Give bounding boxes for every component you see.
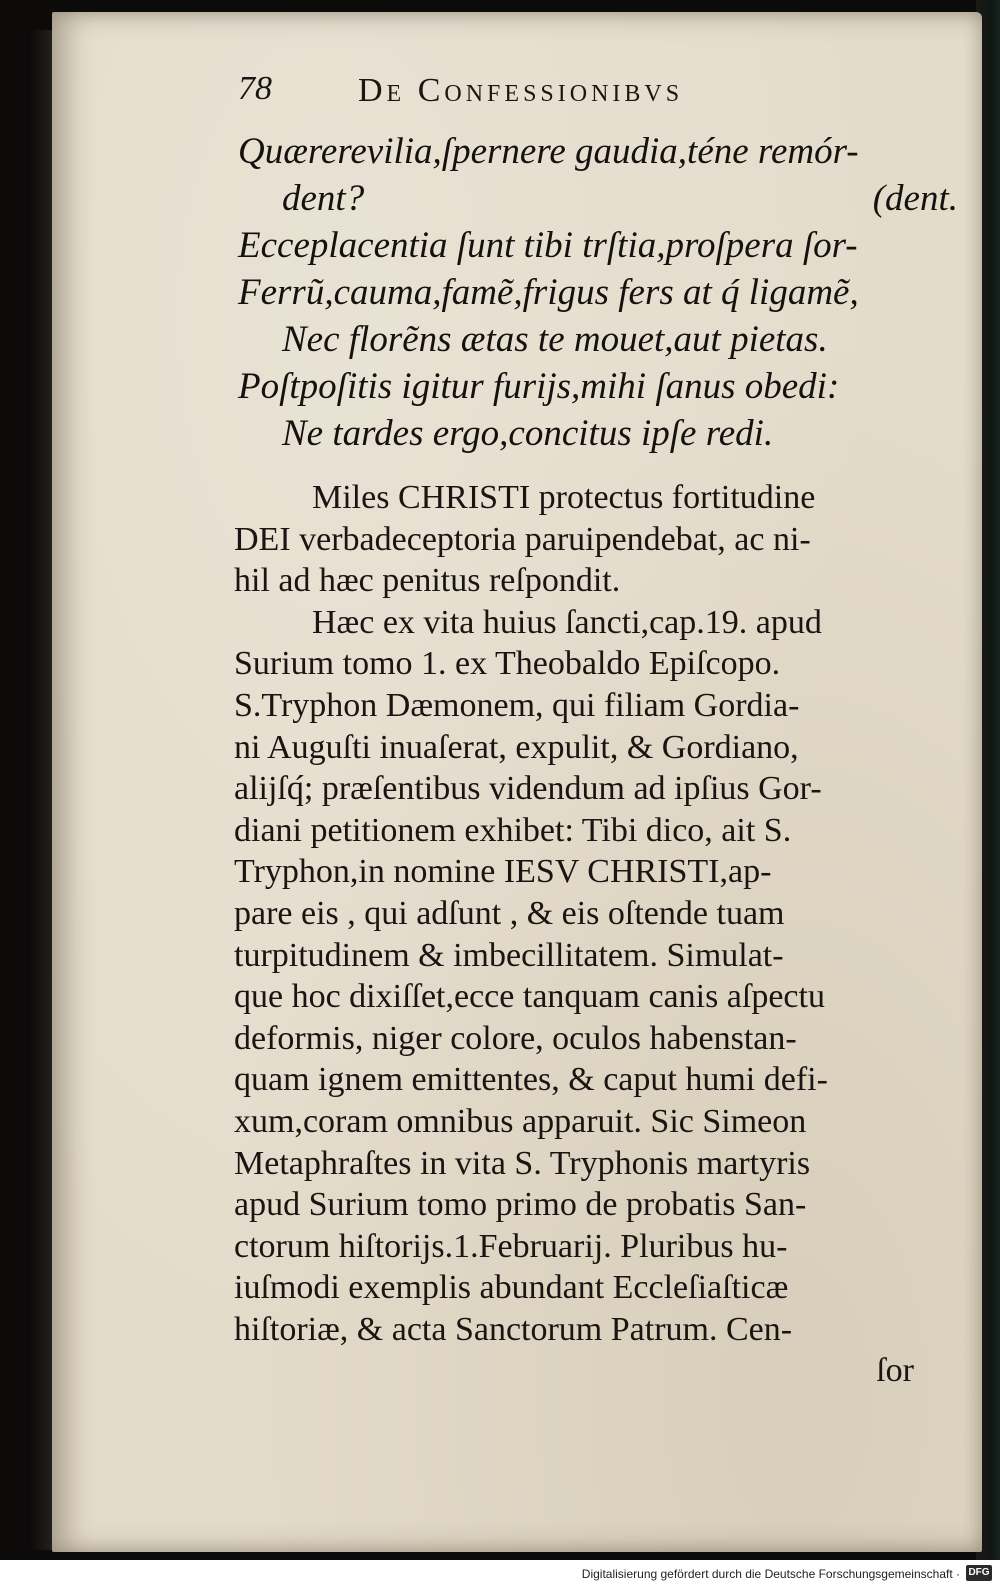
verse-block — [238, 128, 958, 457]
page-number: 78 — [238, 70, 272, 107]
prose-line: deformis, niger colore, oculos habenstan- — [234, 1019, 797, 1057]
prose-line: diani petitionem exhibet: Tibi dico, ait S. — [234, 811, 792, 849]
prose-line: hiſtoriæ, & acta Sanctorum Patrum. Cen- — [234, 1310, 793, 1348]
verse-line: Poſtpoſitis igitur furijs,mihi ſanus obedi: — [238, 366, 840, 407]
prose-line: ctorum hiſtorijs.1.Februarij. Pluribus hu- — [234, 1227, 788, 1265]
prose-line: hil ad hæc penitus reſpondit. — [234, 562, 621, 600]
prose-line: Surium tomo 1. ex Theobaldo Epiſcopo. — [234, 645, 781, 683]
verse-line: Ne tardes ergo,concitus ipſe redi. — [282, 413, 774, 454]
prose-line: turpitudinem & imbecillitatem. Simulat- — [234, 936, 784, 974]
prose-line: apud Surium tomo primo de probatis San- — [234, 1186, 807, 1224]
prose-line: iuſmodi exemplis abundant Eccleſiaſticæ — [234, 1269, 789, 1307]
dfg-logo: DFG — [966, 1565, 992, 1581]
verse-line: Ferrũ,cauma,famẽ,frigus fers at q́ ligamẽ, — [238, 272, 859, 313]
catchword: ſor — [876, 1352, 914, 1390]
prose-line: DEI verbadeceptoria paruipendebat, ac ni- — [234, 520, 811, 558]
verse-line: Ecceplacentia ſunt tibi trſtia,proſpera ſor- — [238, 225, 858, 266]
prose-line: Metaphraſtes in vita S. Tryphonis martyris — [234, 1144, 811, 1182]
prose-line: xum,coram omnibus apparuit. Sic Simeon — [234, 1102, 807, 1140]
prose-line: ni Auguſti inuaſerat, expulit, & Gordiano, — [234, 728, 799, 766]
prose-line: quam ignem emittentes, & caput humi defi- — [234, 1061, 828, 1099]
verse-turnover: (dent. — [872, 178, 958, 219]
prose-line: alijſq́; præſentibus videndum ad ipſius Gor- — [234, 770, 822, 808]
prose-line: que hoc dixiſſet,ecce tanquam canis aſpectu — [234, 978, 825, 1016]
prose-line: Miles CHRISTI protectus fortitudine — [312, 479, 816, 516]
verse-line: Nec florẽns ætas te mouet,aut pietas. — [282, 319, 828, 360]
prose-line: pare eis , qui adſunt , & eis oſtende tuam — [234, 894, 785, 932]
prose-line: Hæc ex vita huius ſancti,cap.19. apud — [312, 603, 822, 641]
prose-block — [234, 477, 918, 1392]
verse-line: Quærerevilia,ſpernere gaudia,téne remór- — [238, 131, 859, 172]
running-title: De Confessionibvs — [358, 72, 684, 109]
funding-credit: Digitalisierung gefördert durch die Deutsche Forschungsgemeinschaft · — [581, 1567, 960, 1581]
prose-line: S.Tryphon Dæmonem, qui filiam Gordia- — [234, 686, 800, 724]
verse-line: dent? (dent. — [238, 175, 958, 222]
page-header — [238, 70, 938, 110]
prose-line: Tryphon,in nomine IESV CHRISTI,ap- — [234, 853, 772, 891]
